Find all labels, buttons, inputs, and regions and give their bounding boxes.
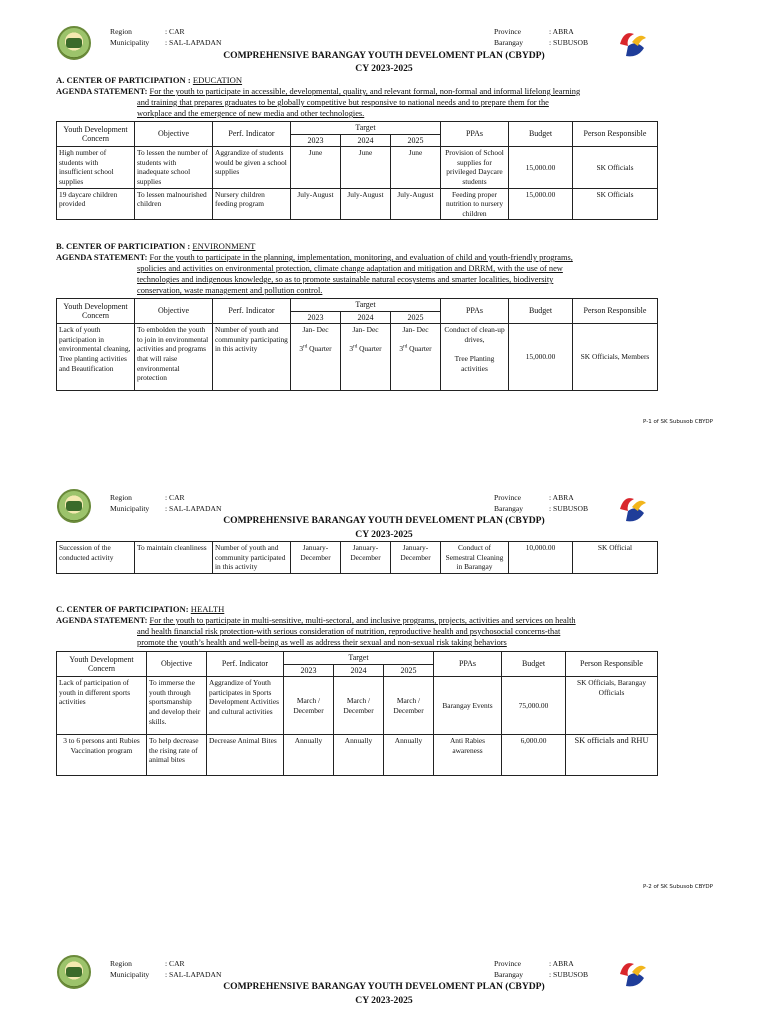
cell-2025: July-August (391, 188, 441, 220)
col-indicator: Perf. Indicator (213, 299, 291, 324)
col-person: Person Responsible (573, 122, 658, 147)
barangay-label: Barangay (494, 970, 524, 979)
col-concern: Youth Development Concern (57, 122, 135, 147)
cell-2025: June (391, 147, 441, 188)
col-concern: Youth Development Concern (57, 652, 147, 677)
barangay-value: : SUBUSOB (549, 504, 589, 513)
cell-objective: To embolden the youth to join in environmental activities and programs that will raise environmental protection (135, 324, 213, 391)
province-label: Province (494, 959, 521, 968)
municipality-label: Municipality (110, 38, 150, 47)
cell-concern: 19 daycare children provided (57, 188, 135, 220)
cell-objective: To maintain cleanliness (135, 542, 213, 574)
region-value: : CAR (165, 493, 185, 502)
page-title: COMPREHENSIVE BARANGAY YOUTH DEVELOMENT PLAN (CBYDP) (223, 515, 545, 526)
cell-concern: 3 to 6 persons anti Rubies Vaccination program (57, 735, 147, 776)
page-title: COMPREHENSIVE BARANGAY YOUTH DEVELOMENT PLAN (CBYDP) (223, 981, 545, 992)
col-2024: 2024 (341, 134, 391, 147)
cell-2024: June (341, 147, 391, 188)
cell-indicator: Aggrandize of students would be given a school supplies (213, 147, 291, 188)
col-objective: Objective (147, 652, 207, 677)
header-right (494, 958, 588, 980)
cell-concern: Lack of youth participation in environmental cleaning, Tree planting activities and Beautification (57, 324, 135, 391)
cell-budget: 6,000.00 (502, 735, 566, 776)
cell-budget: 15,000.00 (509, 324, 573, 391)
cell-ppas: Barangay Events (434, 677, 502, 735)
cell-objective: To lessen malnourished children (135, 188, 213, 220)
col-ppas: PPAs (434, 652, 502, 677)
cell-indicator: Nursery children feeding program (213, 188, 291, 220)
cell-person: SK Official (573, 542, 658, 574)
cell-ppas: Provision of School supplies for privileged Daycare students (441, 147, 509, 188)
cell-2025: Annually (384, 735, 434, 776)
cell-person: SK Officials, Barangay Officials (566, 677, 658, 735)
col-concern: Youth Development Concern (57, 299, 135, 324)
section-b-agenda: AGENDA STATEMENT: For the youth to participate in the planning, implementation, monitoring, and evaluation of child and youth-friendly programs, spolicies and activities on environmental protection, climate change adaptation and mitigation and DRRM, with the use of new technologies and indigenous knowledge, so as to promote sustainable natural ecosystems and smarter localities, biodiversity conservation, waste management and pollution control. (56, 253, 573, 295)
cell-2023: Annually (284, 735, 334, 776)
plan-period: CY 2023-2025 (355, 63, 413, 74)
cell-indicator: Number of youth and community participating in this activity (213, 324, 291, 391)
col-budget: Budget (502, 652, 566, 677)
cell-budget: 15,000.00 (509, 147, 573, 188)
cell-objective: To lessen the number of students with inadequate school supplies (135, 147, 213, 188)
barangay-value: : SUBUSOB (549, 38, 589, 47)
cell-budget: 10,000.00 (509, 542, 573, 574)
col-indicator: Perf. Indicator (207, 652, 284, 677)
region-value: : CAR (165, 959, 185, 968)
province-value: : ABRA (549, 27, 574, 36)
col-2025: 2025 (391, 311, 441, 324)
cell-2023: January-December (291, 542, 341, 574)
region-value: : CAR (165, 27, 185, 36)
col-person: Person Responsible (573, 299, 658, 324)
municipality-label: Municipality (110, 504, 150, 513)
province-label: Province (494, 27, 521, 36)
barangay-label: Barangay (494, 504, 524, 513)
cell-2025: January-December (391, 542, 441, 574)
plan-period: CY 2023-2025 (355, 529, 413, 540)
col-target: Target (291, 122, 441, 135)
cell-budget: 15,000.00 (509, 188, 573, 220)
cell-objective: To immerse the youth through sportsmanship and develop their skills. (147, 677, 207, 735)
page-footer: P-1 of SK Subusob CBYDP (643, 419, 713, 425)
province-value: : ABRA (549, 959, 574, 968)
cell-person: SK Officials (573, 147, 658, 188)
col-2023: 2023 (291, 134, 341, 147)
cell-indicator: Decrease Animal Bites (207, 735, 284, 776)
col-2024: 2024 (341, 311, 391, 324)
cell-2024: March / December (334, 677, 384, 735)
col-2023: 2023 (284, 664, 334, 677)
cell-indicator: Aggrandize of Youth participates in Sports Development Activities and cultural activities (207, 677, 284, 735)
col-objective: Objective (135, 299, 213, 324)
col-ppas: PPAs (441, 299, 509, 324)
province-value: : ABRA (549, 493, 574, 502)
cell-2025: March / December (384, 677, 434, 735)
col-2025: 2025 (391, 134, 441, 147)
col-ppas: PPAs (441, 122, 509, 147)
cell-2024: Jan- Dec 3rd Quarter (341, 324, 391, 391)
region-label: Region (110, 493, 132, 502)
municipality-value: : SAL-LAPADAN (165, 38, 222, 47)
cell-2024: July-August (341, 188, 391, 220)
cell-ppas: Conduct of clean-up drives, Tree Planting activities (441, 324, 509, 391)
cell-2023: March / December (284, 677, 334, 735)
cell-2025: Jan- Dec 3rd Quarter (391, 324, 441, 391)
region-label: Region (110, 959, 132, 968)
municipality-value: : SAL-LAPADAN (165, 504, 222, 513)
page-title: COMPREHENSIVE BARANGAY YOUTH DEVELOMENT PLAN (CBYDP) (223, 50, 545, 61)
cell-2023: Jan- Dec 3rd Quarter (291, 324, 341, 391)
header-left (110, 958, 221, 980)
municipality-value: : SAL-LAPADAN (165, 970, 222, 979)
cell-2024: Annually (334, 735, 384, 776)
municipality-label: Municipality (110, 970, 150, 979)
col-budget: Budget (509, 122, 573, 147)
col-2025: 2025 (384, 664, 434, 677)
col-indicator: Perf. Indicator (213, 122, 291, 147)
cell-2024: January-December (341, 542, 391, 574)
col-objective: Objective (135, 122, 213, 147)
cell-person: SK Officials, Members (573, 324, 658, 391)
section-a-heading: A. CENTER OF PARTICIPATION : EDUCATION (56, 75, 243, 85)
section-b-heading: B. CENTER OF PARTICIPATION : ENVIRONMENT (56, 241, 256, 251)
cell-ppas: Anti Rabies awareness (434, 735, 502, 776)
cell-concern: Lack of participation of youth in different sports activities (57, 677, 147, 735)
col-target: Target (291, 299, 441, 312)
col-2023: 2023 (291, 311, 341, 324)
cell-budget: 75,000.00 (502, 677, 566, 735)
page-footer: P-2 of SK Subusob CBYDP (643, 884, 713, 890)
col-2024: 2024 (334, 664, 384, 677)
cell-ppas: Feeding proper nutrition to nursery children (441, 188, 509, 220)
province-label: Province (494, 493, 521, 502)
col-target: Target (284, 652, 434, 665)
section-c-agenda: AGENDA STATEMENT: For the youth to participate in multi-sensitive, multi-sectoral, and inclusive programs, projects, activities and services on health and health financial risk protection-with serious consideration of nutrition, reproductive health and psychosocial concerns-that promote the youth’s health and well-being as well as address their sexual and non-sexual risk taking behaviors (56, 616, 576, 647)
cell-concern: Succession of the conducted activity (57, 542, 135, 574)
cell-2023: June (291, 147, 341, 188)
section-c-heading: C. CENTER OF PARTICIPATION: HEALTH (56, 604, 225, 614)
cell-concern: High number of students with insufficient school supplies (57, 147, 135, 188)
cell-indicator: Number of youth and community participated in this activity (213, 542, 291, 574)
region-label: Region (110, 27, 132, 36)
cell-ppas: Conduct of Semestral Cleaning in Barangay (441, 542, 509, 574)
cell-person: SK officials and RHU (566, 735, 658, 776)
plan-period: CY 2023-2025 (355, 995, 413, 1006)
cell-2023: July-August (291, 188, 341, 220)
col-budget: Budget (509, 299, 573, 324)
barangay-value: : SUBUSOB (549, 970, 589, 979)
cell-person: SK Officials (573, 188, 658, 220)
barangay-label: Barangay (494, 38, 524, 47)
col-person: Person Responsible (566, 652, 658, 677)
cell-objective: To help decrease the rising rate of animal bites (147, 735, 207, 776)
section-a-agenda: AGENDA STATEMENT: For the youth to participate in accessible, developmental, quality, and relevant formal, non-formal and informal lifelong learning and training that prepares graduates to be globally competitive but responsive to national needs and to prepare them for the workplace and the emergence of new media and other technologies. (56, 87, 581, 118)
